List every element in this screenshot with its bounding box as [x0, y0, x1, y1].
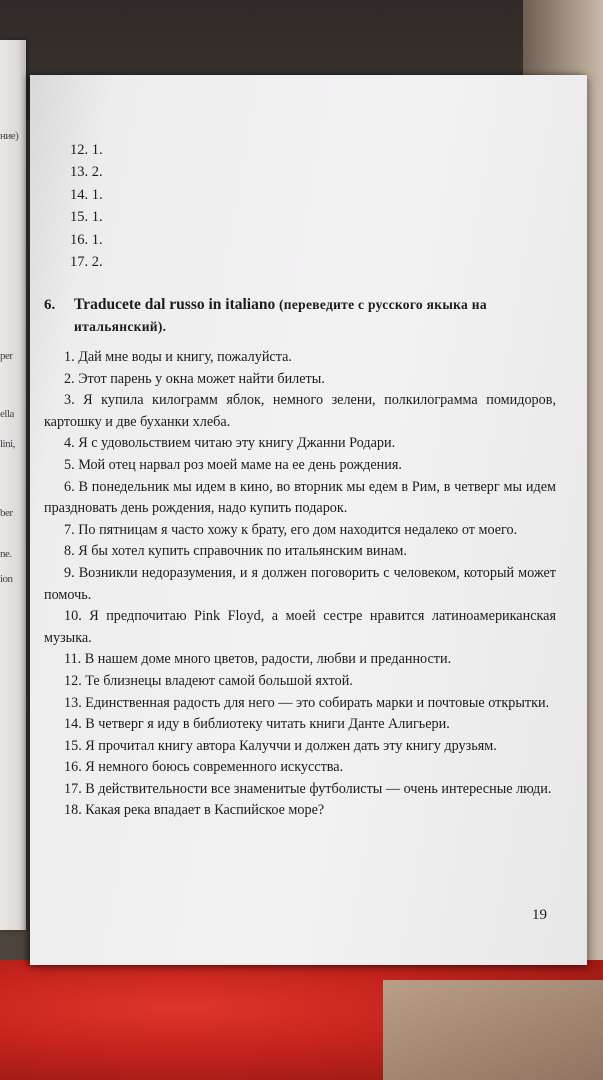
left-fragment: ne.	[0, 548, 12, 560]
sentence-item: 2. Этот парень у окна может найти билеты.	[64, 370, 325, 387]
sentence-item: 12. Те близнецы владеют самой большой яхтой.	[64, 672, 353, 689]
left-page-edge	[0, 40, 26, 930]
left-fragment: ber	[0, 507, 13, 519]
answer-key: 14. 1.	[70, 186, 103, 203]
task-number: 6.	[44, 297, 56, 313]
sentence-item: 16. Я немного боюсь современного искусства.	[64, 759, 344, 776]
sentence-item: 11. В нашем доме много цветов, радости, любви и преданности.	[64, 651, 452, 668]
sentence-item: 4. Я с удовольствием читаю эту книгу Джанни Родари.	[64, 435, 396, 452]
sentence-item: 18. Какая река впадает в Каспийское море?	[64, 802, 325, 819]
left-fragment: ion	[0, 573, 13, 585]
sentence-list	[44, 347, 556, 822]
left-fragment: ниe)	[0, 130, 19, 142]
answer-keys	[70, 139, 103, 273]
left-fragment: lini,	[0, 438, 15, 450]
sentence-item: 10. Я предпочитаю Pink Floyd, а моей сестре нравится латиноамериканская музыка.	[44, 608, 556, 646]
answer-key: 17. 2.	[70, 254, 103, 271]
answer-key: 15. 1.	[70, 209, 103, 226]
sentence-item: 6. В понедельник мы идем в кино, во вторник мы едем в Рим, в четверг мы идем праздновать день рождения, надо купить подарок.	[44, 478, 556, 517]
left-fragment: ella	[0, 408, 14, 420]
sentence-item: 8. Я бы хотел купить справочник по итальянским винам.	[64, 543, 407, 560]
answer-key: 12. 1.	[70, 142, 103, 158]
book-page	[30, 75, 587, 965]
sentence-item: 14. В четверг я иду в библиотеку читать книги Данте Алигьери.	[64, 716, 450, 733]
sentence-item: 5. Мой отец нарвал роз моей маме на ее день рождения.	[64, 456, 402, 473]
sentence-item: 15. Я прочитал книгу автора Калуччи и должен дать эту книгу друзьям.	[64, 737, 497, 754]
sentence-item: 17. В действительности все знаменитые футболисты — очень интересные люди.	[64, 780, 552, 797]
left-fragment: per	[0, 350, 13, 362]
task-title	[74, 294, 559, 338]
sentence-item: 1. Дай мне воды и книгу, пожалуйста.	[64, 349, 292, 365]
page-number: 19	[532, 907, 547, 923]
task-title-italian: Traducete dal russo in italiano	[74, 296, 276, 313]
task-title-russian: (переведите с русского якыка на итальянский).	[74, 297, 487, 334]
sentence-item: 7. По пятницам я часто хожу к брату, его дом находится недалеко от моего.	[64, 521, 518, 538]
surface-right	[383, 980, 603, 1080]
sentence-item: 13. Единственная радость для него — это собирать марки и почтовые открытки.	[64, 694, 550, 711]
sentence-item: 9. Возникли недоразумения, и я должен поговорить с человеком, который может помочь.	[44, 564, 556, 603]
sentence-item: 3. Я купила килограмм яблок, немного зелени, полкилограмма помидоров, картошку и две буханки хлеба.	[44, 392, 556, 430]
answer-key: 13. 2.	[70, 164, 103, 181]
answer-key: 16. 1.	[70, 231, 103, 248]
